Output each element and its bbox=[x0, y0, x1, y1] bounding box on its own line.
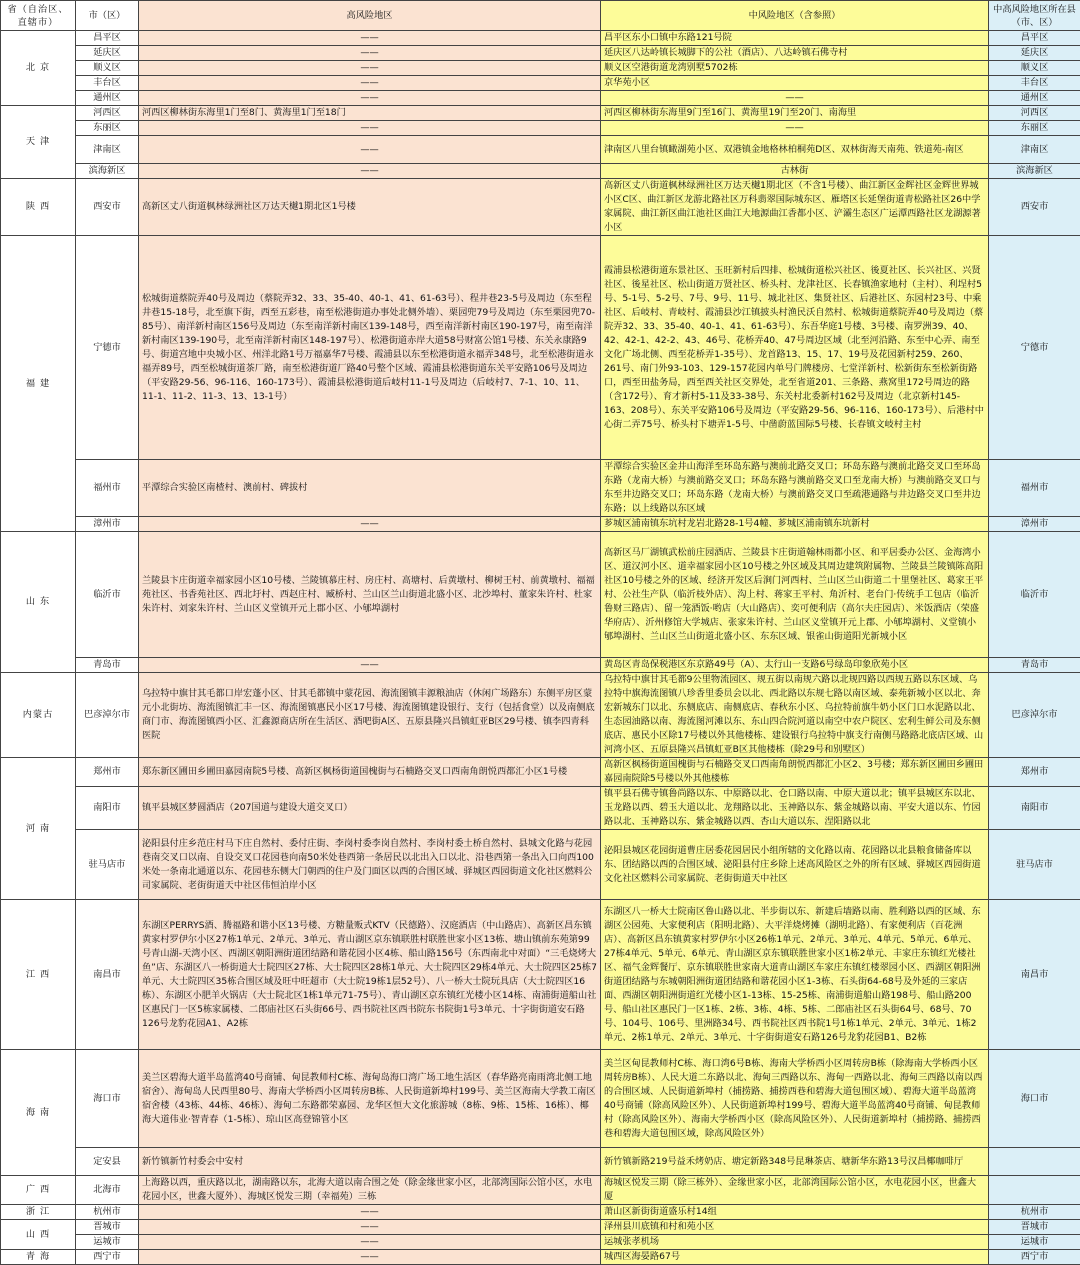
table-row bbox=[1, 164, 1080, 179]
mid-risk-cell: 津南区八里台镇瞰湖苑小区、双港镇金地格林柏桐苑D区、双林街海天南苑、铁道苑-南区 bbox=[601, 136, 989, 164]
mid-risk-cell: 平潭综合实验区金井山海洋至环岛东路与澳前北路交叉口；环岛东路与澳前北路交叉口至环岛东路（龙南大桥）与澳前路交叉口；环岛东路与澳前路交叉口至龙南大桥）与澳前路交叉口与东至井边路交叉口；环岛东路（龙南大桥）与澳前路交叉口至疏港通路与井边路交叉口至井边东路；以上线路以东区域 bbox=[601, 460, 989, 517]
table-row bbox=[1, 787, 1080, 830]
city-cell: 宁德市 bbox=[76, 236, 139, 460]
county-cell: 宁德市 bbox=[989, 236, 1080, 460]
mid-risk-cell: 东湖区八一桥大士院南区鲁山路以北、半步街以东、新建后墙路以南、胜利路以西的区域、东湖区公园苑、大家便利店（阳明北路）、大平洋烧烤摊（湖明北路）、有家便利店（百花洲店）、高新区昌东镇黄家村罗伊尔小区26栋1单元、2单元、3单元、4单元、5单元、6单元、27栋4单元、5单元、6单元、青山湖区京东镇联胜世家小区1栋2单元、丰家庄东镇红光楼社区、福气金辉餐厅、京东镇联胜世家南大道青山湖区车家庄东镇红楼翠园小区、西湖区朝阳洲街道团结路与东城朝阳洲街道团结路和谐花园小区1-3栋、石头街64-68号及外延的三家店面、西湖区朝阳洲街道红光楼小区1-13栋、15-25栋、南浦街道船山路198号、船山路200号、船山社区惠民门一区1栋、2栋、3栋、4栋、5栋、二郎庙社区石头街64号、68号、70号、104号、106号、里洲路34号、西书院社区西书院1号1栋1单元、2单元、3单元、1栋2单元、2栋1单元、2单元、3单元、十字街街道安石路126号龙豹花园B1、B2栋 bbox=[601, 900, 989, 1050]
county-cell: 丰台区 bbox=[989, 76, 1080, 91]
city-cell: 东丽区 bbox=[76, 121, 139, 136]
province-cell: 青 海 bbox=[1, 1250, 76, 1265]
province-cell: 江 西 bbox=[1, 900, 76, 1050]
city-cell: 津南区 bbox=[76, 136, 139, 164]
mid-risk-cell: 泽州县川底镇和村和苑小区 bbox=[601, 1220, 989, 1235]
table-row bbox=[1, 517, 1080, 532]
table-row bbox=[1, 1205, 1080, 1220]
city-cell: 延庆区 bbox=[76, 46, 139, 61]
mid-risk-cell: 河西区柳林街东海里9门至16门、黄海里19门至20门、南海里 bbox=[601, 106, 989, 121]
high-risk-cell: —— bbox=[139, 121, 601, 136]
province-cell: 山 西 bbox=[1, 1220, 76, 1250]
mid-risk-cell: 乌拉特中旗甘其毛都9公里物流园区、规五街以南规六路以北规四路以西规五路以东区域、乌拉特中旗海流图镇八珍香里委员会以北、西北路以东规七路以南区域、泰苑新城小区以北、奔宏新城东门以北、东侧底店、南侧底店、春秋东小区、乌拉特前旗牛奶小区门口水泥路以北、生态园油路以南、海流图河滩以东、东山四合院河道以南空中农户院区、宏利生鲜公司及东侧底店、惠民小区除17号楼以外其他楼栋、建设银行乌拉特中旗支行南侧马路路北底店区域、山河湾小区、五原县隆兴昌镇虹亚B区其他楼栋（除29号和别墅区） bbox=[601, 673, 989, 758]
mid-risk-cell: 萧山区新街街道盛乐村14组 bbox=[601, 1205, 989, 1220]
city-cell: 运城市 bbox=[76, 1235, 139, 1250]
county-cell: 通州区 bbox=[989, 91, 1080, 106]
table-row bbox=[1, 673, 1080, 758]
county-cell: 运城市 bbox=[989, 1235, 1080, 1250]
province-cell: 河 南 bbox=[1, 758, 76, 900]
high-risk-cell: —— bbox=[139, 658, 601, 673]
header-county: 中高风险地区所在县（市、区） bbox=[989, 1, 1080, 31]
high-risk-cell: —— bbox=[139, 76, 601, 91]
city-cell: 西宁市 bbox=[76, 1250, 139, 1265]
county-cell: 昌平区 bbox=[989, 31, 1080, 46]
province-cell: 海 南 bbox=[1, 1050, 76, 1176]
mid-risk-cell: 美兰区甸昆教师村C栋、海口湾6号B栋、海南大学桥西小区周转房B栋（除海南大学桥西小区周转房B栋）、人民大道二东路以北、海甸三西路以东、海甸一西路以北、海甸三西路以南以西的合围区域、人民街道新埠村（捕捞路、捕捞西巷和碧海大道包围区域）、碧海大道半岛蓝湾40号商铺（除高风险区外）、人民街道新埠村199号、碧海大道半岛蓝湾40号商铺、甸昆教师村（除高风险区外）、海南大学桥西小区（除高风险区外）、人民街道新埠村（捕捞路、捕捞西巷和碧海大道包围区域，除高风险区外） bbox=[601, 1050, 989, 1148]
mid-risk-cell: —— bbox=[601, 91, 989, 106]
table-row bbox=[1, 532, 1080, 658]
mid-risk-cell: 京华苑小区 bbox=[601, 76, 989, 91]
province-cell: 内蒙古 bbox=[1, 673, 76, 758]
high-risk-cell: 郑东新区圃田乡圃田嘉园南院5号楼、高新区枫杨街道国槐街与石楠路交叉口西南角朗悦西都汇小区1号楼 bbox=[139, 758, 601, 787]
table-row bbox=[1, 91, 1080, 106]
table-row bbox=[1, 1220, 1080, 1235]
table-row bbox=[1, 758, 1080, 787]
city-cell: 定安县 bbox=[76, 1148, 139, 1176]
mid-risk-cell: 高新区枫杨街道国槐街与石楠路交叉口西南角朗悦西都汇小区2、3号楼；郑东新区圃田乡圃田嘉园南院除5号楼以外其他楼栋 bbox=[601, 758, 989, 787]
table-row bbox=[1, 106, 1080, 121]
table-header-row bbox=[1, 1, 1080, 31]
high-risk-cell: 高新区丈八街道枫林绿洲社区万达天樾1期北区1号楼 bbox=[139, 179, 601, 236]
table-row bbox=[1, 830, 1080, 900]
mid-risk-cell: 高新区丈八街道枫林绿洲社区万达天樾1期北区（不含1号楼）、曲江新区金辉社区金辉世界城小区C区、曲江新区龙游北路社区万科翡翠国际城东区、雁塔区长延堡街道青松路社区26中学家属院、曲江新区曲江池社区曲江大地源曲江香都小区、浐灞生态区广运潭西路社区龙湖源著小区 bbox=[601, 179, 989, 236]
city-cell: 昌平区 bbox=[76, 31, 139, 46]
table-row bbox=[1, 76, 1080, 91]
table-row bbox=[1, 1148, 1080, 1176]
county-cell: 津南区 bbox=[989, 136, 1080, 164]
table-row bbox=[1, 46, 1080, 61]
county-cell: 西宁市 bbox=[989, 1250, 1080, 1265]
province-cell: 广 西 bbox=[1, 1176, 76, 1205]
city-cell: 通州区 bbox=[76, 91, 139, 106]
high-risk-cell: 松城街道蔡院弄40号及周边（蔡院弄32、33、35-40、40-1、41、61-63号）、程井巷23-5号及周边（东至程井巷15-18号，北至旗下街，西至五彩巷，南至松港街道办事处北侧外墙）、栗园兜79号及周边（东至栗园兜70-85号）、南洋新村南区156号及周边（东至南洋新村南区139-148号，西至南洋新村南区190-197号，南至南洋新村南区139-190号，北至南洋新村南区148-197号）、松港街道赤岸大道58号财富公馆1号楼、东关永康路9号、街道宫地中央城小区、州洋北路1号万福嘉华7号楼、霞浦县以东至松港街道永福弄348号，北至松港街道永福弄89号，西至松城街道茶厂路，南至松港街道厂路40号整个区域、霞浦县松港街道东关平安路106号及周边（平安路29-56、96-116、160-173号）、霞浦县松港街道后岐村11-1号及周边（后岐村7、7-1、10、11、11-1、11-2、11-3、13、13-1号） bbox=[139, 236, 601, 460]
county-cell bbox=[989, 1148, 1080, 1176]
province-cell: 浙 江 bbox=[1, 1205, 76, 1220]
high-risk-cell: 上海路以西，重庆路以北，湖南路以东，北海大道以南合围之处（除金缘世家小区，北部湾国际公馆小区，水电花园小区，世鑫大厦外）、海城区悦发三期（幸福苑）三栋 bbox=[139, 1176, 601, 1205]
city-cell: 海口市 bbox=[76, 1050, 139, 1148]
mid-risk-cell: 霞浦县松港街道东景社区、玉旺新村后四排、松城街道松兴社区、後夏社区、长兴社区、兴贤社区、後星社区、松山街道万贤社区、桥头村、龙津社区、长春镇渔家地村（主村）、利埕村5号、5-1号、5-2号、7号、9号、11号、城北社区、集贤社区、后港社区、东园村23号、中乘社区、后岐村、青岐村、霞浦县沙江镇披头村渔民沃自然村、松城街道蔡院弄40号及周边（蔡院弄32、33、35-40、40-1、41、61-63号）、东吾华庭1号楼、3号楼、南罗洲39、40、42、42-1、42-2、43、46号、花桥弄40、47号周边区域（北至河沿路、东至中心弄、南至文化广场北侧、西至花桥弄1-35号）、龙首路13、15、17、19号及花园新村259、260、261号、南门外93-103、129-157花园内单号门牌楼房、七堂洋新村、松新街东至松新街路口，西至田盐务局，西至西关社区交界处，北至省道201、三条路、燕窝里172号周边的路（含172号）、育才新村5-11及33-38号、东关村北委新村162号及周边（北京新村145-163、208号）、东关平安路106号及周边（平安路29-56、96-116、160-173号）、后港村中心街二弄75号、桥头村下塘弄1-5号、中凿蔚蓝国际5号楼、长春镇文岐村主村 bbox=[601, 236, 989, 460]
high-risk-cell: —— bbox=[139, 164, 601, 179]
city-cell: 临沂市 bbox=[76, 532, 139, 658]
mid-risk-cell: 延庆区八达岭镇长城脚下的公社（酒店）、八达岭镇石佛寺村 bbox=[601, 46, 989, 61]
table-row bbox=[1, 31, 1080, 46]
city-cell: 顺义区 bbox=[76, 61, 139, 76]
county-cell: 临沂市 bbox=[989, 532, 1080, 658]
high-risk-cell: 泌阳县付庄乡范庄村马下庄自然村、委付庄街、李岗村委李岗自然村、李岗村委土桥自然村、县城文化路与花园巷南交叉口以南、自设交叉口花园巷向南50米处巷西第一条居民以北出入口以北、沿巷西第一条出入口向西100米处一条南北通道以东、花园巷东侧大门朝西的住户及门面区以西的合围区域、驿城区西园街道文化社区燃料公司家属院、老街街道天中社区伟恒泊岸小区 bbox=[139, 830, 601, 900]
city-cell: 福州市 bbox=[76, 460, 139, 517]
county-cell: 杭州市 bbox=[989, 1205, 1080, 1220]
city-cell: 丰台区 bbox=[76, 76, 139, 91]
city-cell: 晋城市 bbox=[76, 1220, 139, 1235]
city-cell: 滨海新区 bbox=[76, 164, 139, 179]
table-row bbox=[1, 1176, 1080, 1205]
mid-risk-cell: 古林街 bbox=[601, 164, 989, 179]
county-cell: 顺义区 bbox=[989, 61, 1080, 76]
county-cell: 延庆区 bbox=[989, 46, 1080, 61]
high-risk-cell: —— bbox=[139, 1205, 601, 1220]
mid-risk-cell: 运城张孝机场 bbox=[601, 1235, 989, 1250]
high-risk-cell: 平潭综合实验区南楂村、澳前村、碑拔村 bbox=[139, 460, 601, 517]
high-risk-cell: —— bbox=[139, 517, 601, 532]
table-row bbox=[1, 460, 1080, 517]
city-cell: 杭州市 bbox=[76, 1205, 139, 1220]
high-risk-cell: 东湖区PERRYS酒、腾福路和谐小区13号楼、方糖量贩式KTV（民德路）、汉庭酒店（中山路店）、高新区昌东镇黄家村罗伊尔小区27栋1单元、2单元、3单元、青山湖区京东镇联胜村联胜世家小区13栋、塘山镇前东苑第99号青山湖-天湾小区、西湖区朝阳洲街道团结路和谐花园小区4栋、船山路156号（东西南北中对面）“三毛烧烤大鱼”店、东湖区八一桥街道大士院四区27栋、大士院四区28栋1单元、大士院四区29栋4单元、大士院四区25栋7单元、大士院四区35栋合围区域及旺中旺超市（大士院19栋1层52号）、八一桥大士院玩具店（大士院四区16栋）、东湖区小肥羊火锅店（大士院北区1栋1单元71-75号）、青山湖区京东镇红光楼小区14栋、南浦街道船山社区惠民门一区5栋家属楼、二郎庙社区石头街66号、西书院社区西书院东书院街1号3单元、十字街街道安石路126号龙豹花园A1、A2栋 bbox=[139, 900, 601, 1050]
county-cell: 福州市 bbox=[989, 460, 1080, 517]
high-risk-cell: —— bbox=[139, 46, 601, 61]
city-cell: 北海市 bbox=[76, 1176, 139, 1205]
high-risk-cell: 兰陵县卞庄街道幸福家园小区10号楼、兰陵镇慕庄村、房庄村、高塘村、后黄墩村、柳树王村、前黄墩村、福福苑社区、书香苑社区、西北圩村、西赵庄村、臧桥村、兰山区兰山街道北盛小区、北沙埠村、董家朱许村、杜家朱许村、刘家朱许村、兰山区义堂镇开元上郡小区、小郇埠湖村 bbox=[139, 532, 601, 658]
mid-risk-cell: 黄岛区青岛保税港区东京路49号（A）、太行山一支路6号绿岛印象欣苑小区 bbox=[601, 658, 989, 673]
city-cell: 驻马店市 bbox=[76, 830, 139, 900]
county-cell: 东丽区 bbox=[989, 121, 1080, 136]
city-cell: 青岛市 bbox=[76, 658, 139, 673]
high-risk-cell: —— bbox=[139, 91, 601, 106]
high-risk-cell: 镇平县城区梦圆酒店（207国道与建设大道交叉口） bbox=[139, 787, 601, 830]
header-province: 省（自治区、直辖市） bbox=[1, 1, 76, 31]
table-row bbox=[1, 900, 1080, 1050]
province-cell: 天 津 bbox=[1, 106, 76, 179]
high-risk-cell: 新竹镇新竹村委会中安村 bbox=[139, 1148, 601, 1176]
city-cell: 南阳市 bbox=[76, 787, 139, 830]
province-cell: 陕 西 bbox=[1, 179, 76, 236]
city-cell: 河西区 bbox=[76, 106, 139, 121]
table-row bbox=[1, 179, 1080, 236]
county-cell bbox=[989, 1176, 1080, 1205]
county-cell: 南阳市 bbox=[989, 787, 1080, 830]
table-row bbox=[1, 136, 1080, 164]
mid-risk-cell: 高新区马厂湖镇武松前庄园酒店、兰陵县卞庄街道翰林雨都小区、和平居委办公区、金海湾小区、道汉河小区、道幸福家园小区10号楼之外区域及其周边建筑附属物、兰陵县兰陵镇陈高阳社区10号楼之外的区域、经济开发区后涧门河西村、兰山区兰山街道二十里堡社区、葛家王平村、公社生产队（临沂枝外店）、沟上村、蒋家王平村、角沂村、老台门·传统手工包店（临沂鲁财三路店）、留一笼酒饭·哟店（大山路店）、奕可便利店（高尔夫庄园店）、米饭酒店（荣盛华府店）、沂州修馆大学城店、张家朱许村、兰山区义堂镇开元上郡、小郇埠湖村、义堂镇小郇埠湖村、兰山区兰山街道北盛小区、东东区域、银雀山街道阳光新城小区 bbox=[601, 532, 989, 658]
county-cell: 郑州市 bbox=[989, 758, 1080, 787]
table-row bbox=[1, 121, 1080, 136]
county-cell: 晋城市 bbox=[989, 1220, 1080, 1235]
city-cell: 漳州市 bbox=[76, 517, 139, 532]
high-risk-cell: —— bbox=[139, 31, 601, 46]
city-cell: 郑州市 bbox=[76, 758, 139, 787]
province-cell: 山 东 bbox=[1, 532, 76, 673]
city-cell: 西安市 bbox=[76, 179, 139, 236]
high-risk-cell: 美兰区碧海大道半岛蓝湾40号商铺、甸昆教师村C栋、海甸岛海口湾广场工地生活区（春华路亮南雨湾北侧工地宿舍）、海甸岛人民西里80号、海南大学桥西小区周转房B栋、人民街道新埠村199号、美兰区海南大学教工南区宿舍楼（43栋、44栋、46栋）、海甸二东路都荣嘉园、龙华区恒大文化旅游城（8栋、9栋、15栋、16栋）、椰海大道伟业·智青春（1-5栋）、琼山区高登锦管小区 bbox=[139, 1050, 601, 1148]
county-cell: 河西区 bbox=[989, 106, 1080, 121]
county-cell: 西安市 bbox=[989, 179, 1080, 236]
high-risk-cell: —— bbox=[139, 136, 601, 164]
mid-risk-cell: 顺义区空港街道龙湾别墅5702栋 bbox=[601, 61, 989, 76]
county-cell: 南昌市 bbox=[989, 900, 1080, 1050]
table-row bbox=[1, 1235, 1080, 1250]
county-cell: 青岛市 bbox=[989, 658, 1080, 673]
county-cell: 滨海新区 bbox=[989, 164, 1080, 179]
header-mid-risk: 中风险地区（含参照） bbox=[601, 1, 989, 31]
table-row bbox=[1, 1050, 1080, 1148]
high-risk-cell: 河西区柳林街东海里1门至8门、黄海里1门至18门 bbox=[139, 106, 601, 121]
mid-risk-cell: 海城区悦发三期（除三栋外）、金缘世家小区，北部湾国际公馆小区，水电花园小区，世鑫大厦 bbox=[601, 1176, 989, 1205]
city-cell: 南昌市 bbox=[76, 900, 139, 1050]
table-row bbox=[1, 236, 1080, 460]
mid-risk-cell: 新竹镇新路219号益禾烤奶店、塘定新路348号昆琳茶店、塘新华东路13号汉昌椰咖啡厅 bbox=[601, 1148, 989, 1176]
city-cell: 巴彦淖尔市 bbox=[76, 673, 139, 758]
high-risk-cell: —— bbox=[139, 61, 601, 76]
county-cell: 巴彦淖尔市 bbox=[989, 673, 1080, 758]
province-cell: 北 京 bbox=[1, 31, 76, 106]
high-risk-cell: —— bbox=[139, 1250, 601, 1265]
header-high-risk: 高风险地区 bbox=[139, 1, 601, 31]
county-cell: 海口市 bbox=[989, 1050, 1080, 1148]
mid-risk-cell: 昌平区东小口镇中东路121号院 bbox=[601, 31, 989, 46]
mid-risk-cell: 镇平县石佛寺镇鲁尚路以东、中原路以北、仓口路以南、中原大道以北；镇平县城区东以北、玉龙路以西、碧玉大道以北、龙翔路以北、玉神路以东、紫金城路以南、平安大道以东、竹园路以北、玉神路以东、紫金城路以西、杏山大道以东、涅阳路以北 bbox=[601, 787, 989, 830]
mid-risk-cell: 泌阳县城区花园街道曹庄居委花园居民小组所辖的文化路以南、花园路以北县粮食储备库以东、团结路以西的合围区域、泌阳县付庄乡除上述高风险区之外的所有区域、驿城区西园街道文化社区燃料公司家属院、老街街道天中社区 bbox=[601, 830, 989, 900]
mid-risk-cell: 芗城区浦南镇东坑村龙岩北路28-1号4幢、芗城区浦南镇东坑新村 bbox=[601, 517, 989, 532]
county-cell: 驻马店市 bbox=[989, 830, 1080, 900]
high-risk-cell: —— bbox=[139, 1220, 601, 1235]
table-row bbox=[1, 658, 1080, 673]
high-risk-cell: —— bbox=[139, 1235, 601, 1250]
province-cell: 福 建 bbox=[1, 236, 76, 532]
county-cell: 漳州市 bbox=[989, 517, 1080, 532]
table-row bbox=[1, 1250, 1080, 1265]
header-city: 市（区） bbox=[76, 1, 139, 31]
high-risk-cell: 乌拉特中旗甘其毛都口岸宏蓬小区、甘其毛都镇中蒙花园、海流图镇丰源粮油店（休闲广场路东）东侧平房区蒙元小北街坊、海流图镇汇丰一区、海流图镇惠民小区17号楼、海流图镇建设银行、支行（包括食堂）以及南侧底商门市、海流图镇西小区、汇鑫源商店所在生活区、酒吧街A区、五原县隆兴昌镇虹亚B区29号楼、镇李四青科医院 bbox=[139, 673, 601, 758]
mid-risk-cell: 城西区海晏路67号 bbox=[601, 1250, 989, 1265]
table-row bbox=[1, 61, 1080, 76]
mid-risk-cell: —— bbox=[601, 121, 989, 136]
